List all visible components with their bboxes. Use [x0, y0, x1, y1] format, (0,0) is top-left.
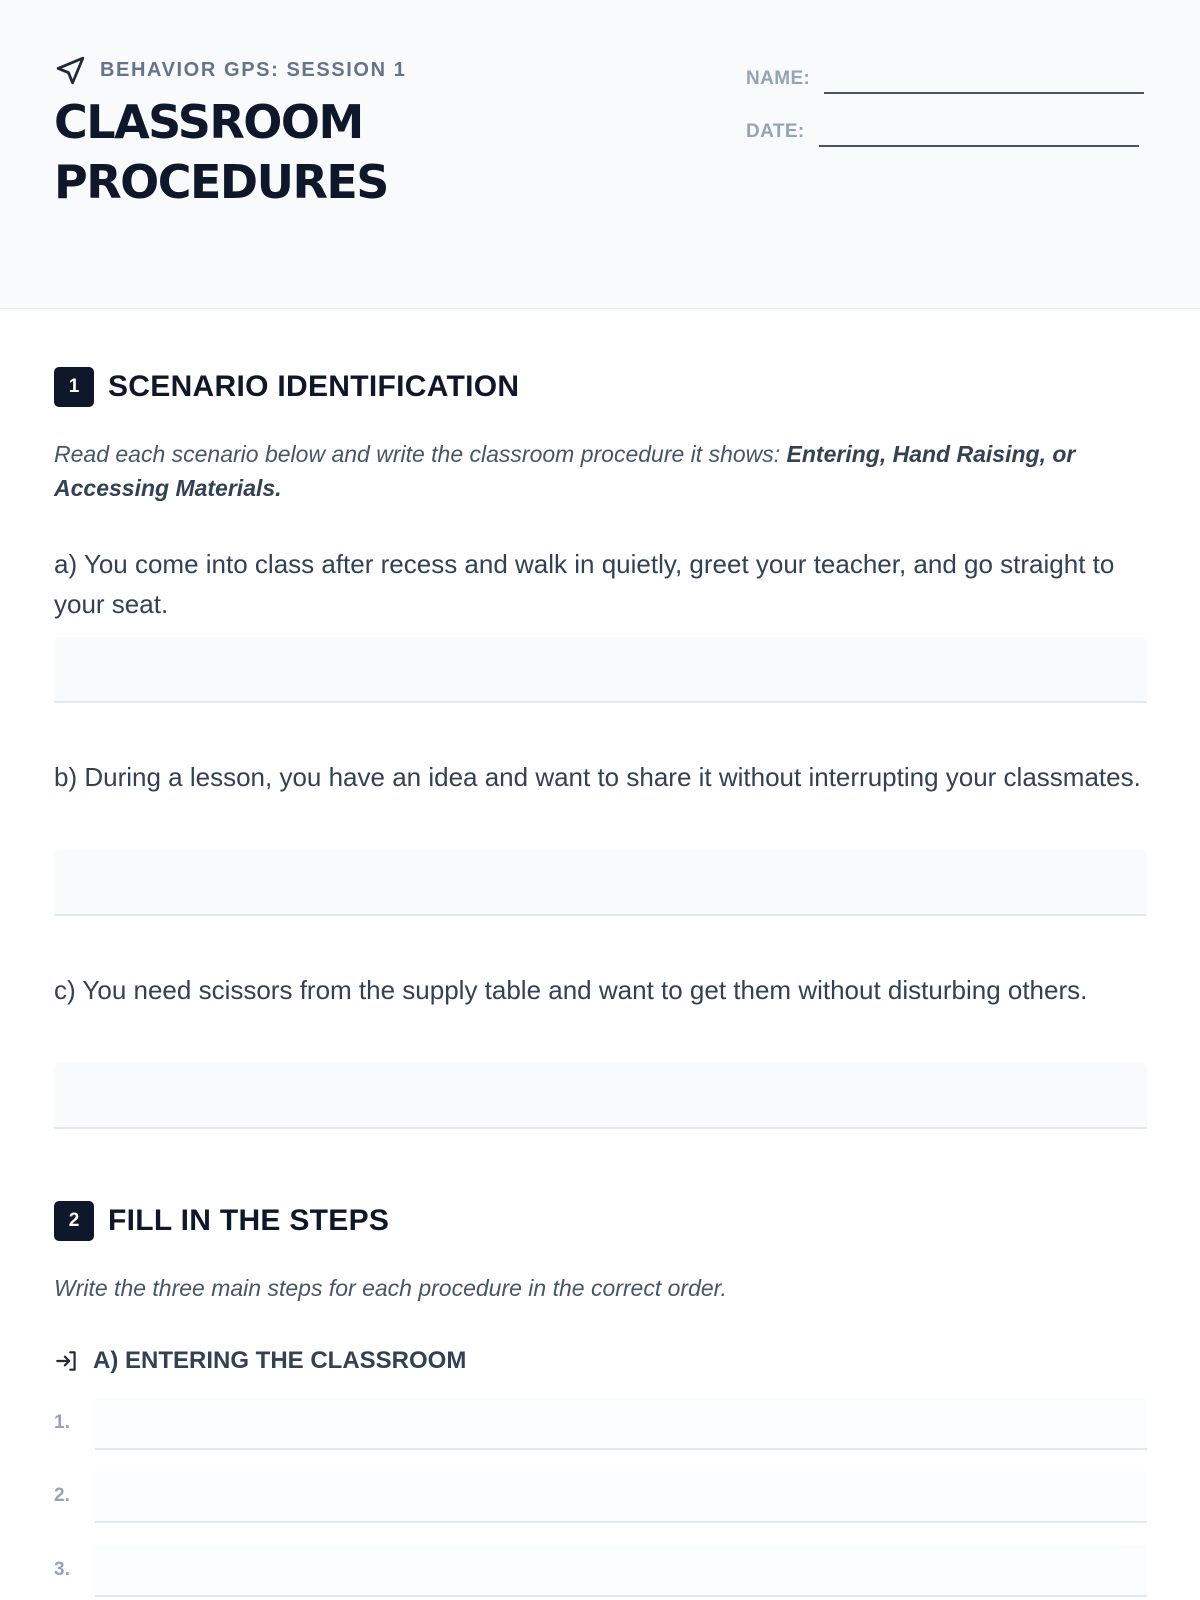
- step-answer-line[interactable]: [95, 1545, 1147, 1597]
- date-label: DATE:: [746, 121, 805, 142]
- section-1-instructions: [54, 437, 1154, 505]
- instructions-options: Entering, Hand Raising, or Accessing Materials.: [54, 441, 1076, 501]
- series-text: BEHAVIOR GPS: SESSION 1: [100, 58, 407, 81]
- step-row: [54, 1398, 1147, 1450]
- page-title-line-2: PROCEDURES: [54, 155, 388, 209]
- scenario-question-b: b) During a lesson, you have an idea and want to share it without interrupting your classmates.: [54, 762, 1141, 792]
- section-2-heading: [54, 1201, 389, 1241]
- step-number: 2.: [54, 1485, 70, 1506]
- date-field: [746, 107, 1139, 147]
- scenario-question-a: a) You come into class after recess and walk in quietly, greet your teacher, and go straight to your seat.: [54, 549, 1115, 619]
- section-number-badge: 1: [54, 367, 94, 407]
- step-row: [54, 1471, 1147, 1523]
- step-answer-line[interactable]: [95, 1471, 1147, 1523]
- instructions-text: Read each scenario below and write the classroom procedure it shows:: [54, 441, 787, 467]
- name-input-line[interactable]: [824, 54, 1144, 94]
- section-title: SCENARIO IDENTIFICATION: [108, 370, 520, 403]
- page-title: [54, 92, 388, 212]
- name-label: NAME:: [746, 68, 811, 89]
- section-2-instructions: Write the three main steps for each procedure in the correct order.: [54, 1275, 727, 1301]
- series-label: [54, 54, 407, 86]
- step-answer-line[interactable]: [95, 1398, 1147, 1450]
- section-1-heading: [54, 367, 519, 407]
- date-input-line[interactable]: [819, 107, 1139, 147]
- step-number: 3.: [54, 1559, 70, 1580]
- answer-box-a[interactable]: [54, 637, 1147, 703]
- section-number-badge: 2: [54, 1201, 94, 1241]
- subsection-title: A) ENTERING THE CLASSROOM: [93, 1347, 467, 1374]
- step-number: 1.: [54, 1412, 70, 1433]
- page-title-line-1: CLASSROOM: [54, 95, 363, 149]
- step-row: [54, 1545, 1147, 1597]
- answer-box-c[interactable]: [54, 1063, 1147, 1129]
- worksheet-header: [0, 0, 1200, 309]
- enter-icon: [54, 1348, 80, 1374]
- scenario-question-c: c) You need scissors from the supply table and want to get them without disturbing others.: [54, 975, 1088, 1005]
- name-field: [746, 54, 1144, 94]
- navigation-arrow-icon: [54, 54, 87, 87]
- answer-box-b[interactable]: [54, 850, 1147, 916]
- subsection-a-heading: [54, 1345, 466, 1377]
- section-title: FILL IN THE STEPS: [108, 1204, 390, 1237]
